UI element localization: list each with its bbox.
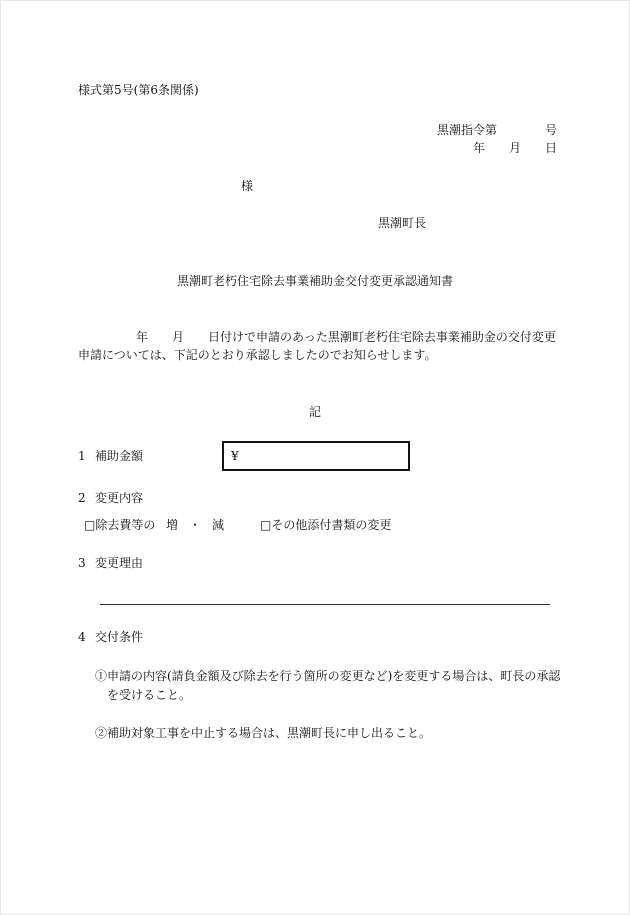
option-decrease: 減 (212, 518, 225, 532)
yen-sign: ¥ (231, 449, 239, 463)
option-increase: 増 (166, 518, 179, 532)
issue-date: 年 月 日 (472, 141, 557, 155)
ki-heading: 記 (308, 405, 321, 419)
form-number: 様式第5号(第6条関係) (78, 83, 199, 97)
reason-writing-line (100, 604, 550, 605)
item-number: 3 (78, 556, 86, 570)
option-removal-cost: □除去費等の (84, 518, 156, 532)
addressee-honorific: 様 (241, 179, 254, 193)
subsidy-amount-box (222, 441, 410, 471)
item-label-change-details: 変更内容 (95, 491, 144, 505)
item-number: 4 (78, 630, 86, 644)
sender-name: 黒潮町長 (378, 216, 427, 230)
condition-1-line-1: ①申請の内容(請負金額及び除去を行う箇所の変更など)を変更する場合は、町長の承認 (95, 669, 561, 683)
condition-1-line-2: を受けること。 (107, 688, 192, 702)
item-number: 2 (78, 491, 86, 505)
item-label-grant-conditions: 交付条件 (95, 630, 144, 644)
item-label-change-reason: 変更理由 (95, 556, 144, 570)
body-line-2: 申請については、下記のとおり承認しましたのでお知らせします。 (78, 348, 437, 362)
option-other-attachments: □その他添付書類の変更 (260, 518, 392, 532)
document-title: 黒潮町老朽住宅除去事業補助金交付変更承認通知書 (176, 274, 453, 288)
item-label-subsidy-amount: 補助金額 (95, 449, 144, 463)
item-number: 1 (78, 449, 86, 463)
condition-2: ②補助対象工事を中止する場合は、黒潮町長に申し出ること。 (95, 726, 432, 740)
body-line-1: 年 月 日付けで申請のあった黒潮町老朽住宅除去事業補助金の交付変更 (136, 330, 556, 344)
option-separator: ・ (189, 518, 202, 532)
document-number: 黒潮指令第 号 (436, 123, 557, 137)
